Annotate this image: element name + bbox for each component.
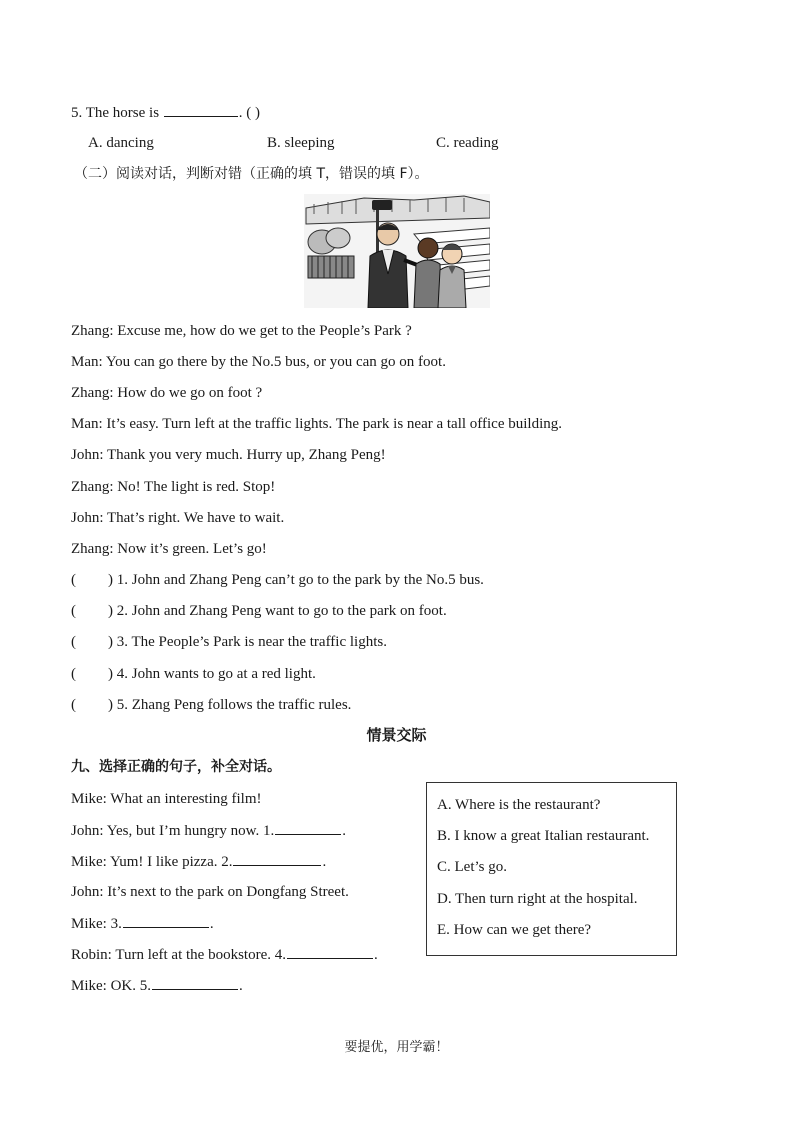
answer-blank-5[interactable] (152, 975, 238, 990)
tf-item-1 (71, 570, 484, 590)
answer-blank-2[interactable] (233, 851, 321, 866)
question-5-option-a[interactable]: A. dancing (88, 135, 154, 151)
question-9-title: 九、选择正确的句子，补全对话。 (71, 759, 281, 775)
tf-bracket-open[interactable]: ( (71, 634, 76, 650)
q9-line-tail: . (239, 978, 243, 994)
choice-c[interactable]: C. Let’s go. (437, 859, 507, 875)
q9-line-text: Robin: Turn left at the bookstore. 4. (71, 947, 286, 963)
q9-line-text: John: It’s next to the park on Dongfang Street. (71, 884, 349, 900)
tf-bracket-close: ) (108, 697, 113, 713)
choice-d[interactable]: D. Then turn right at the hospital. (437, 891, 638, 907)
q9-dialogue-line-1 (71, 789, 262, 809)
question-5-option-b[interactable]: B. sleeping (267, 135, 335, 151)
dialogue-line-4: Man: It’s easy. Turn left at the traffic lights. The park is near a tall office building. (71, 416, 563, 432)
q9-dialogue-line-4 (71, 882, 349, 902)
tf-bracket-open[interactable]: ( (71, 572, 76, 588)
answer-blank-4[interactable] (287, 944, 373, 959)
tf-bracket-close: ) (108, 634, 113, 650)
question-5-bracket: . ( ) (238, 105, 261, 121)
dialogue-line-7: John: That’s right. We have to wait. (71, 510, 285, 526)
tf-item-text: 5. Zhang Peng follows the traffic rules. (116, 697, 352, 713)
tf-bracket-close: ) (108, 603, 113, 619)
question-5-option-c[interactable]: C. reading (436, 135, 499, 151)
tf-bracket-open[interactable]: ( (71, 666, 76, 682)
q9-line-tail: . (374, 947, 378, 963)
q9-dialogue-line-2 (71, 820, 346, 841)
tf-bracket-open[interactable]: ( (71, 697, 76, 713)
answer-blank-3[interactable] (123, 913, 209, 928)
q9-dialogue-line-7 (71, 975, 243, 996)
choice-a[interactable]: A. Where is the restaurant? (437, 797, 601, 813)
tf-item-text: 1. John and Zhang Peng can’t go to the park by the No.5 bus. (116, 572, 484, 588)
tf-item-4 (71, 664, 316, 684)
question-5-text: 5. The horse is (71, 105, 160, 121)
choices-box (426, 782, 677, 956)
choice-e[interactable]: E. How can we get there? (437, 922, 592, 938)
dialogue-line-3: Zhang: How do we go on foot ? (71, 385, 263, 401)
q9-dialogue-line-3 (71, 851, 326, 872)
q9-line-text: Mike: What an interesting film! (71, 791, 262, 807)
question-5-blank[interactable] (164, 102, 238, 117)
tf-bracket-close: ) (108, 666, 113, 682)
q9-line-text: Mike: 3. (71, 916, 122, 932)
page-footer: 要提优，用学霸！ (344, 1040, 449, 1055)
dialogue-line-8: Zhang: Now it’s green. Let’s go! (71, 541, 267, 557)
section-2-title: （二）阅读对话，判断对错（正确的填 T，错误的填 F）。 (74, 166, 429, 182)
tf-bracket-close: ) (108, 572, 113, 588)
tf-item-5 (71, 695, 351, 715)
street-scene-illustration (304, 194, 490, 308)
q9-line-tail: . (322, 854, 327, 870)
q9-line-text: John: Yes, but I’m hungry now. 1. (71, 823, 275, 839)
dialogue-line-1: Zhang: Excuse me, how do we get to the People’s Park ? (71, 323, 412, 339)
tf-item-text: 4. John wants to go at a red light. (116, 666, 316, 682)
q9-line-tail: . (342, 823, 346, 839)
q9-line-tail: . (209, 916, 214, 932)
q9-dialogue-line-6 (71, 944, 378, 965)
tf-bracket-open[interactable]: ( (71, 603, 76, 619)
tf-item-text: 3. The People’s Park is near the traffic lights. (116, 634, 387, 650)
dialogue-line-2: Man: You can go there by the No.5 bus, or you can go on foot. (71, 354, 446, 370)
q9-dialogue-line-5 (71, 913, 214, 934)
q9-line-text: Mike: OK. 5. (71, 978, 151, 994)
answer-blank-1[interactable] (275, 820, 341, 835)
q9-line-text: Mike: Yum! I like pizza. 2. (71, 854, 233, 870)
question-5-stem (71, 102, 260, 123)
tf-item-3 (71, 632, 387, 652)
tf-item-text: 2. John and Zhang Peng want to go to the park on foot. (116, 603, 447, 619)
section-header: 情景交际 (366, 726, 427, 744)
dialogue-line-5: John: Thank you very much. Hurry up, Zhang Peng! (71, 447, 386, 463)
tf-item-2 (71, 601, 447, 621)
dialogue-line-6: Zhang: No! The light is red. Stop! (71, 479, 276, 495)
choice-b[interactable]: B. I know a great Italian restaurant. (437, 828, 650, 844)
